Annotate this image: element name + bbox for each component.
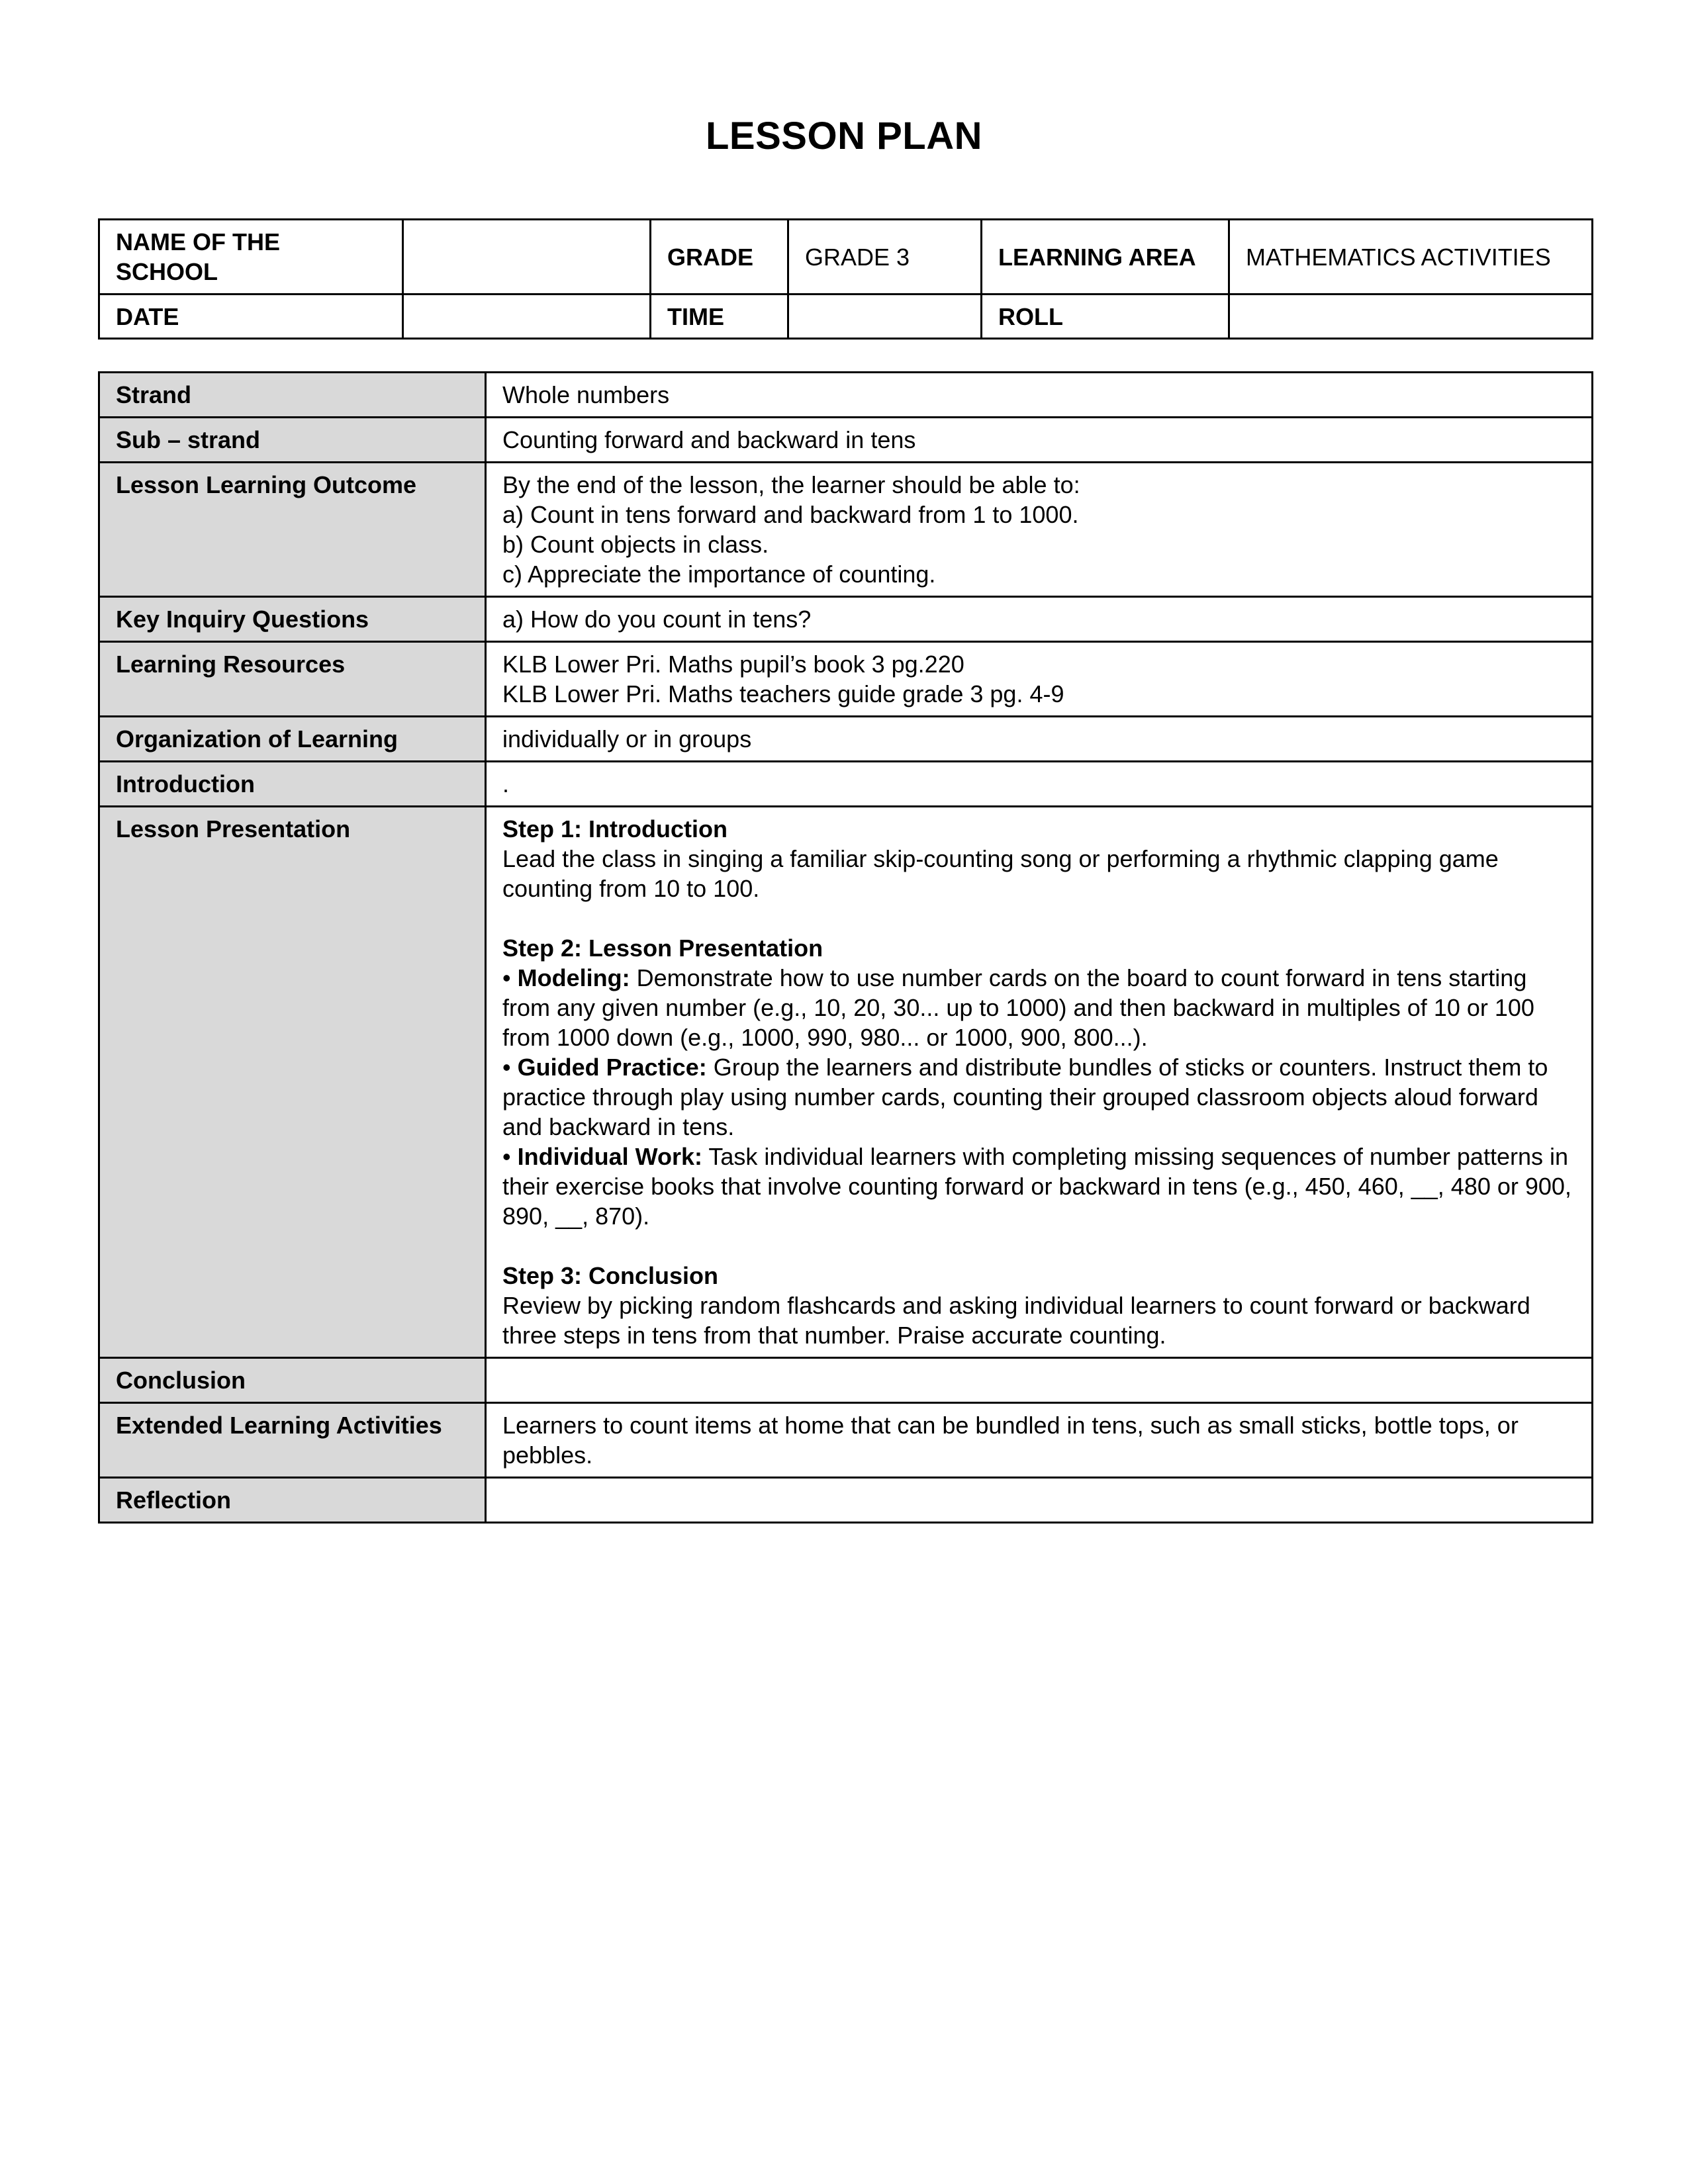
inquiry-value: a) How do you count in tens? (486, 597, 1593, 642)
outcome-line: c) Appreciate the importance of counting. (502, 561, 936, 588)
resources-row (99, 642, 1593, 717)
step2-heading: Step 2: Lesson Presentation (502, 934, 823, 962)
header-row-2 (99, 295, 1593, 339)
individual-text: Task individual learners with completing missing sequences of number patterns in their exercise books that involve counting forward or backward in tens (e.g., 450, 460, __, 480 or 900, 890, __, 870). (502, 1143, 1571, 1230)
time-value (788, 295, 982, 339)
resource-line: KLB Lower Pri. Maths teachers guide grade 3 pg. 4-9 (502, 680, 1064, 707)
page-title: LESSON PLAN (706, 114, 982, 158)
individual-item (502, 1142, 1575, 1231)
reflection-label: Reflection (99, 1478, 486, 1523)
learning-area-value: MATHEMATICS ACTIVITIES (1229, 220, 1593, 295)
guided-label: Guided Practice: (517, 1054, 707, 1081)
extended-value: Learners to count items at home that can be bundled in tens, such as small sticks, bottle tops, or pebbles. (486, 1403, 1593, 1478)
resources-value (486, 642, 1593, 717)
bullet: • (502, 1054, 511, 1081)
step1-text: Lead the class in singing a familiar skip-counting song or performing a rhythmic clapping game counting from 10 to 100. (502, 845, 1499, 902)
date-label: DATE (99, 295, 403, 339)
inquiry-row (99, 597, 1593, 642)
date-value (403, 295, 651, 339)
organization-label: Organization of Learning (99, 717, 486, 762)
presentation-value (486, 807, 1593, 1358)
introduction-row (99, 762, 1593, 807)
presentation-row (99, 807, 1593, 1358)
outcome-line: a) Count in tens forward and backward from 1 to 1000. (502, 501, 1079, 528)
conclusion-value (486, 1358, 1593, 1403)
resources-label: Learning Resources (99, 642, 486, 717)
introduction-value: . (486, 762, 1593, 807)
introduction-label: Introduction (99, 762, 486, 807)
outcome-line: b) Count objects in class. (502, 531, 769, 558)
sub-strand-row (99, 418, 1593, 463)
roll-label: ROLL (982, 295, 1229, 339)
conclusion-row (99, 1358, 1593, 1403)
outcome-value (486, 463, 1593, 597)
grade-label: GRADE (651, 220, 788, 295)
extended-row (99, 1403, 1593, 1478)
modeling-label: Modeling: (517, 964, 630, 991)
time-label: TIME (651, 295, 788, 339)
inquiry-label: Key Inquiry Questions (99, 597, 486, 642)
learning-area-label: LEARNING AREA (982, 220, 1229, 295)
strand-value: Whole numbers (486, 373, 1593, 418)
outcome-line: By the end of the lesson, the learner should be able to: (502, 471, 1080, 498)
header-table (98, 218, 1593, 340)
reflection-row (99, 1478, 1593, 1523)
step3-heading: Step 3: Conclusion (502, 1262, 719, 1289)
step1-heading: Step 1: Introduction (502, 815, 727, 842)
sub-strand-value: Counting forward and backward in tens (486, 418, 1593, 463)
individual-label: Individual Work: (517, 1143, 702, 1170)
extended-label: Extended Learning Activities (99, 1403, 486, 1478)
guided-item (502, 1052, 1575, 1142)
presentation-label: Lesson Presentation (99, 807, 486, 1358)
sub-strand-label: Sub – strand (99, 418, 486, 463)
guided-text: Group the learners and distribute bundles of sticks or counters. Instruct them to practice through play using number cards, counting their grouped classroom objects aloud forward and backward in tens. (502, 1054, 1548, 1140)
bullet: • (502, 964, 511, 991)
reflection-value (486, 1478, 1593, 1523)
modeling-item (502, 963, 1575, 1052)
strand-row (99, 373, 1593, 418)
school-name-value (403, 220, 651, 295)
resource-line: KLB Lower Pri. Maths pupil’s book 3 pg.220 (502, 651, 964, 678)
grade-value: GRADE 3 (788, 220, 982, 295)
header-row-1 (99, 220, 1593, 295)
step3-text: Review by picking random flashcards and asking individual learners to count forward or backward three steps in tens from that number. Praise accurate counting. (502, 1292, 1530, 1349)
outcome-label: Lesson Learning Outcome (99, 463, 486, 597)
conclusion-label: Conclusion (99, 1358, 486, 1403)
outcome-row (99, 463, 1593, 597)
organization-value: individually or in groups (486, 717, 1593, 762)
modeling-text: Demonstrate how to use number cards on the board to count forward in tens starting from any given number (e.g., 10, 20, 30... up to 1000) and then backward in multiples of 10 or 100 from 1000 down (e.g., 1000, 990, 980... or 1000, 900, 800...). (502, 964, 1534, 1051)
roll-value (1229, 295, 1593, 339)
strand-label: Strand (99, 373, 486, 418)
lesson-plan-table (98, 371, 1593, 1524)
bullet: • (502, 1143, 511, 1170)
school-name-label: NAME OF THE SCHOOL (99, 220, 403, 295)
organization-row (99, 717, 1593, 762)
